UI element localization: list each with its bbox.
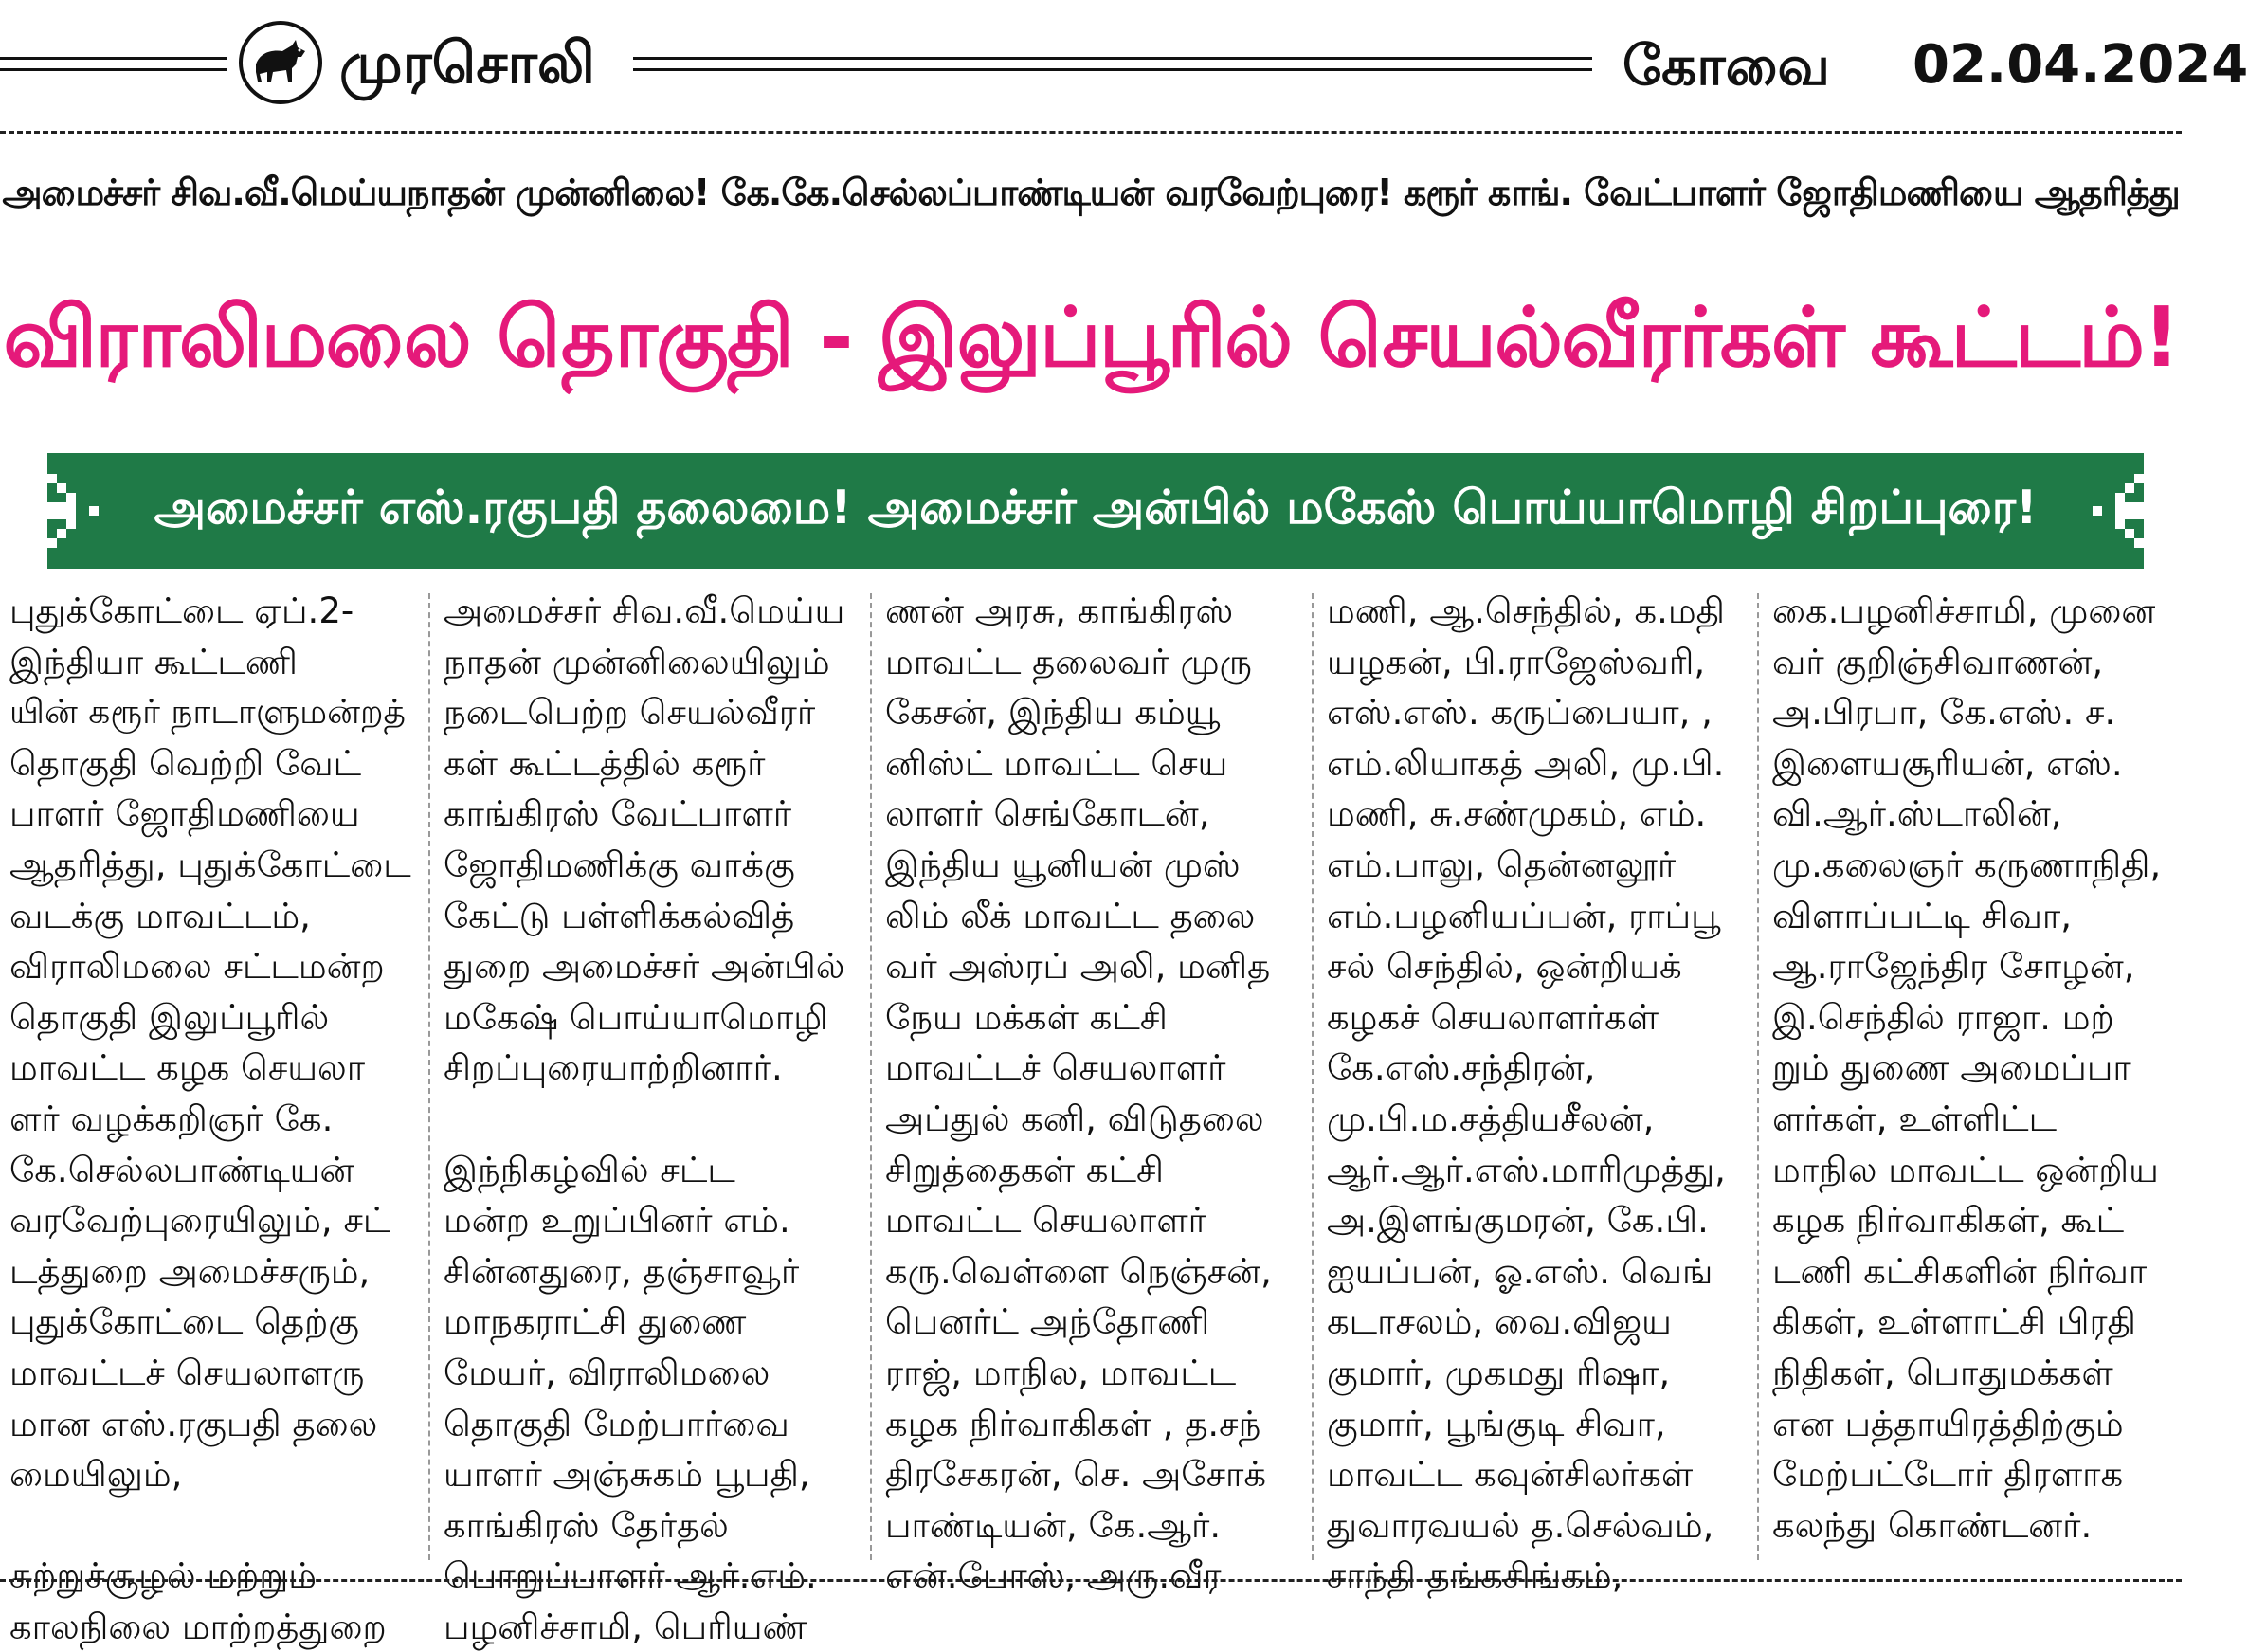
article-line: மாநில மாவட்ட ஒன்றிய xyxy=(1772,1149,2159,1190)
article-line: குமார், பூங்குடி சிவா, xyxy=(1327,1403,1666,1444)
article-line: பாளர் ஜோதிமணியை xyxy=(9,793,360,835)
article-line: திரசேகரன், செ. அசோக் xyxy=(885,1454,1267,1496)
article-line: னிஸ்ட் மாவட்ட செய xyxy=(885,742,1228,784)
bull-emblem-icon xyxy=(239,21,322,104)
article-line: வரவேற்புரையிலும், சட் xyxy=(9,1200,391,1242)
article-line: காங்கிரஸ் தேர்தல் xyxy=(444,1504,729,1546)
column-divider xyxy=(428,593,430,1560)
article-line: யழகன், பி.ராஜேஸ்வரி, xyxy=(1327,641,1706,682)
article-line: மையிலும், xyxy=(9,1454,183,1496)
article-line: இ.செந்தில் ராஜா. மற் xyxy=(1772,996,2114,1038)
column-divider xyxy=(1757,593,1759,1560)
article-line: கடாசலம், வை.விஜய xyxy=(1327,1301,1672,1343)
article-line: யாளர் அஞ்சுகம் பூபதி, xyxy=(444,1454,810,1496)
subheadline-band xyxy=(47,453,2144,569)
article-line: கழக நிர்வாகிகள் , த.சந் xyxy=(885,1403,1261,1444)
paragraph-gap xyxy=(9,1500,413,1552)
article-line: கிகள், உள்ளாட்சி பிரதி xyxy=(1772,1301,2136,1343)
article-line: மு.பி.ம.சத்தியசீலன், xyxy=(1327,1098,1655,1139)
article-line: டணி கட்சிகளின் நிர்வா xyxy=(1772,1250,2148,1292)
article-line: மணி, சு.சண்முகம், எம். xyxy=(1327,793,1707,835)
article-line: எம்.பாலு, தென்னலூர் xyxy=(1327,844,1677,885)
article-line: தொகுதி மேற்பார்வை xyxy=(444,1403,789,1444)
article-line: புதுக்கோட்டை ஏப்.2- xyxy=(9,590,354,631)
article-line: மாநகராட்சி துணை xyxy=(444,1301,747,1343)
article-line: இளையசூரியன், எஸ். xyxy=(1772,742,2123,784)
article-line: கே.செல்லபாண்டியன் xyxy=(9,1149,354,1190)
article-line: மு.கலைஞர் கருணாநிதி, xyxy=(1772,844,2162,885)
article-line: கழகச் செயலாளர்கள் xyxy=(1327,996,1659,1038)
article-line: கேசன், இந்திய கம்யூ xyxy=(885,692,1221,734)
article-line: சுற்றுச்சூழல் மற்றும் xyxy=(9,1555,317,1597)
article-line: ஆதரித்து, புதுக்கோட்டை xyxy=(9,844,411,885)
bull-emblem-svg xyxy=(250,36,311,89)
article-line: எஸ்.எஸ். கருப்பையா, , xyxy=(1327,692,1713,734)
masthead xyxy=(0,0,2248,133)
article-line: கே.எஸ்.சந்திரன், xyxy=(1327,1047,1596,1089)
article-line: மாவட்ட தலைவர் முரு xyxy=(885,641,1252,682)
article-line: பழனிச்சாமி, பெரியண் xyxy=(444,1606,807,1647)
article-line: நிதிகள், பொதுமக்கள் xyxy=(1772,1352,2113,1393)
masthead-separator xyxy=(0,131,2182,134)
article-column-3 xyxy=(885,586,1296,1597)
article-line: சாந்தி தங்கசிங்கம், xyxy=(1327,1555,1623,1597)
article-line: கள் கூட்டத்தில் கரூர் xyxy=(444,742,766,784)
article-line: பொறுப்பாளர் ஆர்.எம். xyxy=(444,1555,817,1597)
article-line: நாதன் முன்னிலையிலும் xyxy=(444,641,830,682)
article-line: நேய மக்கள் கட்சி xyxy=(885,996,1168,1038)
article-line: இந்திய யூனியன் முஸ் xyxy=(885,844,1241,885)
subheadline: அமைச்சர் எஸ்.ரகுபதி தலைமை! அமைச்சர் அன்பில் மகேஸ் பொய்யாமொழி சிறப்புரை! xyxy=(154,481,2038,535)
article-column-4 xyxy=(1327,586,1742,1597)
article-line: விராலிமலை சட்டமன்ற xyxy=(9,946,385,988)
article-line: றும் துணை அமைப்பா xyxy=(1772,1047,2131,1089)
article-line: தொகுதி இலுப்பூரில் xyxy=(9,996,330,1038)
article-line: ஆ.ராஜேந்திர சோழன், xyxy=(1772,946,2135,988)
article-line: அ.இளங்குமரன், கே.பி. xyxy=(1327,1200,1709,1242)
article-line: மேற்பட்டோர் திரளாக xyxy=(1772,1454,2124,1496)
article-line: எம்.பழனியப்பன், ராப்பூ xyxy=(1327,895,1721,936)
article-line: அமைச்சர் சிவ.வீ.மெய்ய xyxy=(444,590,845,631)
article-line: டத்துறை அமைச்சரும், xyxy=(9,1250,371,1292)
article-line: வர் அஸ்ரப் அலி, மனித xyxy=(885,946,1271,988)
masthead-rule-left-top xyxy=(0,57,227,60)
masthead-rule-mid-top xyxy=(633,57,1592,60)
article-line: பெனர்ட் அந்தோணி xyxy=(885,1301,1210,1343)
article-line: விளாப்பட்டி சிவா, xyxy=(1772,895,2073,936)
article-line: கலந்து கொண்டனர். xyxy=(1772,1504,2093,1546)
article-line: வி.ஆர்.ஸ்டாலின், xyxy=(1772,793,2062,835)
article-line: மாவட்டச் செயலாளர் xyxy=(885,1047,1226,1089)
article-line: சல் செந்தில், ஒன்றியக் xyxy=(1327,946,1682,988)
article-column-5 xyxy=(1772,586,2170,1571)
article-line: என பத்தாயிரத்திற்கும் xyxy=(1772,1403,2124,1444)
article-line: வடக்கு மாவட்டம், xyxy=(9,895,311,936)
masthead-rule-left-bottom xyxy=(0,68,227,71)
masthead-rule-mid-bottom xyxy=(633,68,1592,71)
article-line: மாவட்ட செயலாளர் xyxy=(885,1200,1206,1242)
article-line: குமார், முகமது ரிஷா, xyxy=(1327,1352,1671,1393)
article-line: மான எஸ்.ரகுபதி தலை xyxy=(9,1403,378,1444)
article-line: கரு.வெள்ளை நெஞ்சன், xyxy=(885,1250,1272,1292)
band-right-ornament xyxy=(2072,453,2144,569)
article-line: மன்ற உறுப்பினர் எம். xyxy=(444,1200,790,1242)
page-bottom-rule xyxy=(0,1579,2182,1582)
kicker-headline: அமைச்சர் சிவ.வீ.மெய்யநாதன் முன்னிலை! கே.கே.செல்லப்பாண்டியன் வரவேற்புரை! கரூர் காங். வேட்பாளர் ஜோதிமணியை ஆதரித்து xyxy=(2,172,2180,213)
article-line: காங்கிரஸ் வேட்பாளர் xyxy=(444,793,792,835)
article-line: ஐயப்பன், ஓ.எஸ். வெங் xyxy=(1327,1250,1713,1292)
article-line: ணன் அரசு, காங்கிரஸ் xyxy=(885,590,1234,631)
article-line: லிம் லீக் மாவட்ட தலை xyxy=(885,895,1256,936)
article-line: சிறப்புரையாற்றினார். xyxy=(444,1047,783,1089)
article-line: துவாரவயல் த.செல்வம், xyxy=(1327,1504,1714,1546)
article-line: காலநிலை மாற்றத்துறை xyxy=(9,1606,387,1647)
article-line: ஜோதிமணிக்கு வாக்கு xyxy=(444,844,795,885)
article-line: வர் குறிஞ்சிவாணன், xyxy=(1772,641,2104,682)
article-line: என்.போஸ், அரு.வீர xyxy=(885,1555,1222,1597)
article-line: கை.பழனிச்சாமி, முனை xyxy=(1772,590,2156,631)
article-line: மாவட்ட கவுன்சிலர்கள் xyxy=(1327,1454,1694,1496)
article-line: ளர் வழக்கறிஞர் கே. xyxy=(9,1098,334,1139)
article-line: லாளர் செங்கோடன், xyxy=(885,793,1210,835)
issue-date: 02.04.2024 xyxy=(1913,34,2248,96)
article-line: கழக நிர்வாகிகள், கூட் xyxy=(1772,1200,2125,1242)
article-line: புதுக்கோட்டை தெற்கு xyxy=(9,1301,359,1343)
column-divider xyxy=(1312,593,1314,1560)
article-line: மாவட்ட கழக செயலா xyxy=(9,1047,366,1089)
article-line: யின் கரூர் நாடாளுமன்றத் xyxy=(9,693,406,733)
main-headline: விராலிமலை தொகுதி - இலுப்பூரில் செயல்வீரர்கள் கூட்டம்! xyxy=(3,289,2179,386)
article-line: அ.பிரபா, கே.எஸ். ச. xyxy=(1772,692,2116,734)
article-line: தொகுதி வெற்றி வேட் xyxy=(9,742,362,784)
article-column-1 xyxy=(9,586,413,1647)
article-body xyxy=(0,586,2182,1647)
article-line: மணி, ஆ.செந்தில், க.மதி xyxy=(1327,590,1725,631)
edition-name: கோவை xyxy=(1623,33,1830,98)
article-line: மேயர், விராலிமலை xyxy=(444,1352,770,1393)
article-line: ளர்கள், உள்ளிட்ட xyxy=(1772,1098,2058,1139)
article-line: அப்துல் கனி, விடுதலை xyxy=(885,1098,1264,1139)
paper-name: முரசொலி xyxy=(339,30,595,97)
band-left-ornament xyxy=(47,453,119,569)
article-line: கேட்டு பள்ளிக்கல்வித் xyxy=(444,895,795,936)
article-line: ராஜ், மாநில, மாவட்ட xyxy=(885,1352,1237,1393)
article-line: பாண்டியன், கே.ஆர். xyxy=(885,1504,1222,1546)
article-line: நடைபெற்ற செயல்வீரர் xyxy=(444,692,816,734)
article-column-2 xyxy=(444,586,855,1647)
column-divider xyxy=(870,593,872,1560)
article-line: சின்னதுரை, தஞ்சாவூர் xyxy=(444,1250,800,1292)
article-line: துறை அமைச்சர் அன்பில் xyxy=(444,946,845,988)
paragraph-gap xyxy=(444,1094,855,1145)
article-line: இந்நிகழ்வில் சட்ட xyxy=(444,1149,735,1190)
article-line: எம்.லியாகத் அலி, மு.பி. xyxy=(1327,742,1725,784)
article-line: சிறுத்தைகள் கட்சி xyxy=(885,1149,1165,1190)
article-line: மாவட்டச் செயலாளரு xyxy=(9,1352,365,1393)
article-line: மகேஷ் பொய்யாமொழி xyxy=(444,996,828,1038)
article-line: ஆர்.ஆர்.எஸ்.மாரிமுத்து, xyxy=(1327,1149,1726,1190)
article-line: இந்தியா கூட்டணி xyxy=(9,641,298,682)
